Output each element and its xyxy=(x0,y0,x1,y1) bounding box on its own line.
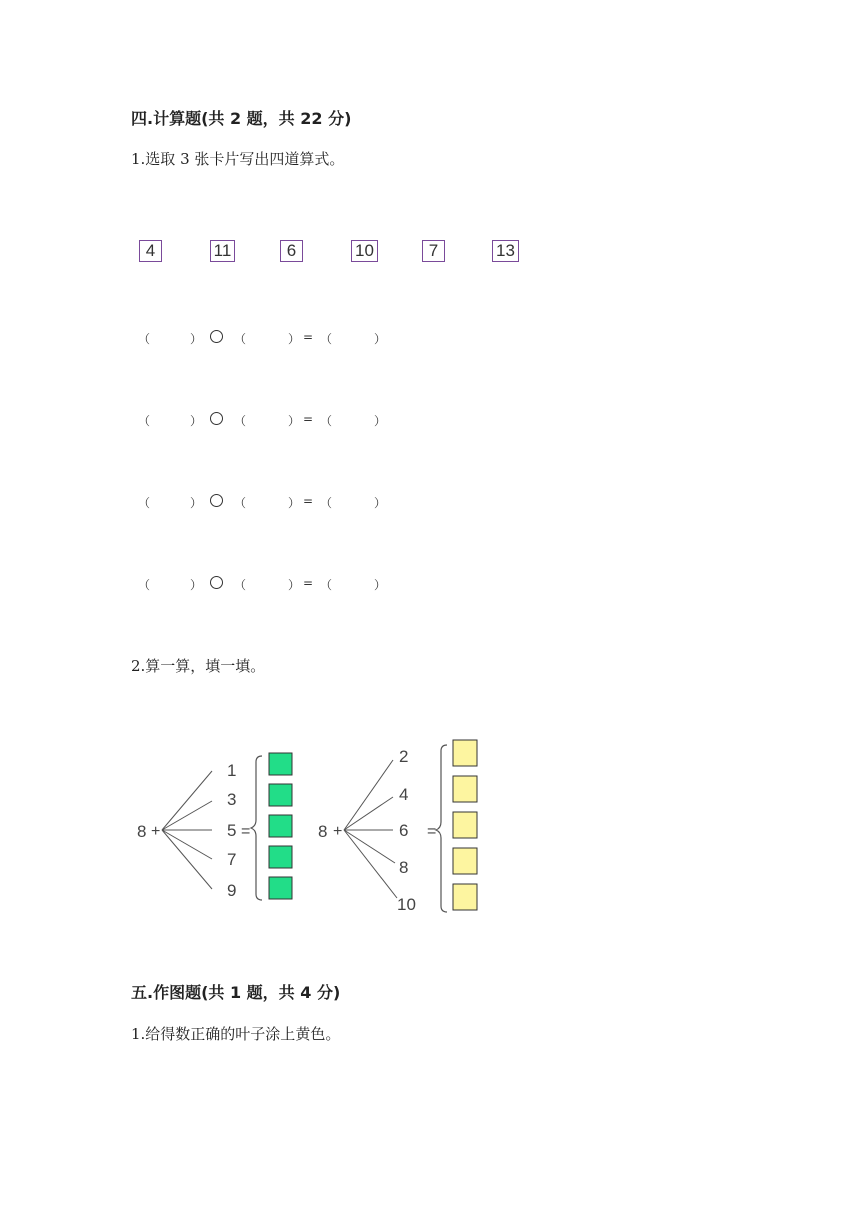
close-paren: ） xyxy=(374,496,387,510)
curly-brace xyxy=(251,756,262,900)
fan-line xyxy=(344,760,393,830)
section-4-title: 四.计算题(共 2 题，共 22 分) xyxy=(131,109,352,128)
close-paren: ） xyxy=(190,332,203,346)
number-card: 7 xyxy=(422,240,445,262)
question-1-text: 1.给得数正确的叶子涂上黄色。 xyxy=(131,1025,341,1043)
equals-sign: = xyxy=(303,412,314,426)
question-1-text: 1.选取 3 张卡片写出四道算式。 xyxy=(131,150,345,168)
addend-number: 9 xyxy=(227,881,237,900)
equals-sign: = xyxy=(427,823,437,840)
plus-sign: + xyxy=(333,823,343,840)
close-paren: ） xyxy=(288,414,301,428)
addend-number: 5 xyxy=(227,821,237,840)
equals-sign: = xyxy=(303,330,314,344)
base-number: 8 xyxy=(137,822,147,841)
fan-line xyxy=(344,830,395,863)
open-paren: （ xyxy=(320,496,333,510)
number-card: 4 xyxy=(139,240,162,262)
close-paren: ） xyxy=(190,414,203,428)
answer-box[interactable] xyxy=(453,776,477,802)
addend-number: 1 xyxy=(227,761,237,780)
answer-box[interactable] xyxy=(453,812,477,838)
open-paren: （ xyxy=(234,496,247,510)
answer-box[interactable] xyxy=(453,884,477,910)
answer-box[interactable] xyxy=(269,815,292,837)
open-paren: （ xyxy=(138,496,151,510)
answer-box[interactable] xyxy=(453,740,477,766)
fan-line xyxy=(162,771,212,830)
plus-sign: + xyxy=(151,823,161,840)
fan-line xyxy=(344,797,393,830)
close-paren: ） xyxy=(288,496,301,510)
close-paren: ） xyxy=(374,332,387,346)
open-paren: （ xyxy=(234,414,247,428)
base-number: 8 xyxy=(318,822,328,841)
section-5-title: 五.作图题(共 1 题，共 4 分) xyxy=(131,983,341,1002)
addend-number: 8 xyxy=(399,858,409,877)
addend-number: 10 xyxy=(397,895,416,914)
addend-number: 7 xyxy=(227,850,237,869)
open-paren: （ xyxy=(320,578,333,592)
fan-line xyxy=(344,830,397,898)
left-fan-group xyxy=(137,753,292,900)
number-card: 6 xyxy=(280,240,303,262)
open-paren: （ xyxy=(320,332,333,346)
addend-number: 3 xyxy=(227,790,237,809)
answer-box[interactable] xyxy=(269,784,292,806)
open-paren: （ xyxy=(138,578,151,592)
fan-line xyxy=(162,801,212,830)
close-paren: ） xyxy=(288,332,301,346)
fan-line xyxy=(162,830,212,859)
close-paren: ） xyxy=(288,578,301,592)
equals-sign: = xyxy=(303,576,314,590)
open-paren: （ xyxy=(234,332,247,346)
number-card: 13 xyxy=(492,240,519,262)
answer-box[interactable] xyxy=(269,846,292,868)
addend-number: 2 xyxy=(399,747,409,766)
question-2-text: 2.算一算，填一填。 xyxy=(131,657,266,675)
open-paren: （ xyxy=(138,414,151,428)
addend-number: 6 xyxy=(399,821,409,840)
fan-line xyxy=(162,830,212,889)
right-fan-group xyxy=(318,740,477,914)
equals-sign: = xyxy=(303,494,314,508)
curly-brace xyxy=(436,745,447,912)
answer-box[interactable] xyxy=(269,877,292,899)
answer-box[interactable] xyxy=(269,753,292,775)
equals-sign: = xyxy=(241,823,251,840)
open-paren: （ xyxy=(138,332,151,346)
open-paren: （ xyxy=(320,414,333,428)
close-paren: ） xyxy=(374,414,387,428)
close-paren: ） xyxy=(190,578,203,592)
number-card: 10 xyxy=(351,240,378,262)
open-paren: （ xyxy=(234,578,247,592)
number-card: 11 xyxy=(210,240,235,262)
addend-number: 4 xyxy=(399,785,409,804)
close-paren: ） xyxy=(190,496,203,510)
answer-box[interactable] xyxy=(453,848,477,874)
close-paren: ） xyxy=(374,578,387,592)
